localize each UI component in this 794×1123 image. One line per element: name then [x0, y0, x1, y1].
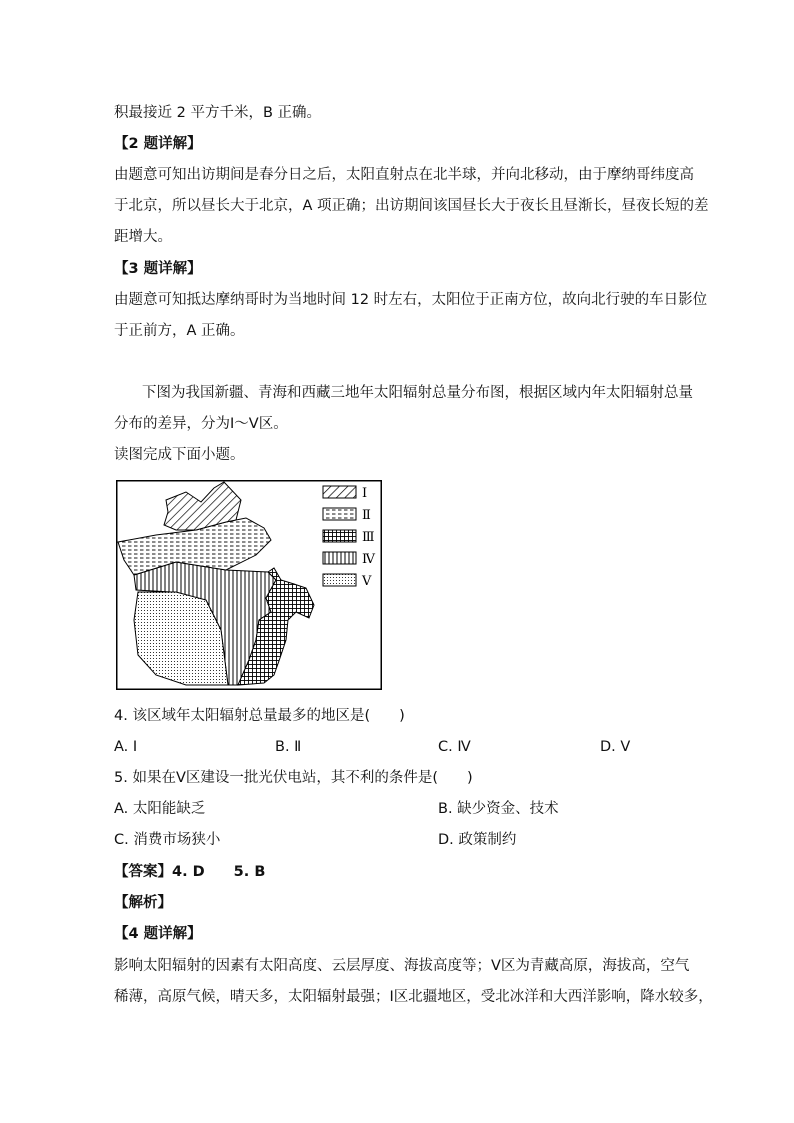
- analysis-heading: 【解析】: [114, 895, 172, 911]
- q5-option-c[interactable]: C. 消费市场狭小: [114, 832, 221, 848]
- text-line: 积最接近 2 平方千米，B 正确。: [114, 105, 321, 121]
- intro-line: 分布的差异，分为Ⅰ～Ⅴ区。: [114, 416, 288, 432]
- q5-option-b[interactable]: B. 缺少资金、技术: [438, 801, 559, 817]
- q4-option-a[interactable]: A. Ⅰ: [114, 739, 138, 755]
- legend-label: Ⅳ: [362, 552, 375, 567]
- text-line: 距增大。: [114, 229, 172, 245]
- text-line: 于正前方，A 正确。: [114, 323, 245, 339]
- text-line: 稀薄，高原气候，晴天多，太阳辐射最强；Ⅰ区北疆地区，受北冰洋和大西洋影响，降水较多，: [114, 989, 713, 1005]
- section-heading: 【2 题详解】: [114, 136, 202, 152]
- question-4-stem: 4. 该区域年太阳辐射总量最多的地区是( ): [114, 708, 405, 724]
- q4-option-c[interactable]: C. Ⅳ: [438, 739, 471, 755]
- legend-label: Ⅲ: [362, 530, 375, 545]
- section-heading: 【3 题详解】: [114, 261, 202, 277]
- text-line: 影响太阳辐射的因素有太阳高度、云层厚度、海拔高度等；Ⅴ区为青藏高原，海拔高，空气: [114, 958, 690, 974]
- intro-line: 读图完成下面小题。: [114, 447, 245, 463]
- q5-option-a[interactable]: A. 太阳能缺乏: [114, 801, 206, 817]
- text-line: 由题意可知出访期间是春分日之后，太阳直射点在北半球，并向北移动，由于摩纳哥纬度高: [114, 167, 694, 183]
- q5-option-d[interactable]: D. 政策制约: [438, 832, 517, 848]
- intro-line: 下图为我国新疆、青海和西藏三地年太阳辐射总量分布图，根据区域内年太阳辐射总量: [142, 385, 693, 401]
- question-5-stem: 5. 如果在Ⅴ区建设一批光伏电站，其不利的条件是( ): [114, 770, 473, 786]
- text-line: 于北京，所以昼长大于北京，A 项正确；出访期间该国昼长大于夜长且昼渐长，昼夜长短的差: [114, 198, 709, 214]
- solar-radiation-map: [116, 480, 382, 690]
- text-line: 由题意可知抵达摩纳哥时为当地时间 12 时左右，太阳位于正南方位，故向北行驶的车日影位: [114, 292, 708, 308]
- legend-label: Ⅱ: [362, 508, 371, 523]
- q4-option-b[interactable]: B. Ⅱ: [275, 739, 302, 755]
- legend-label: Ⅴ: [362, 574, 372, 589]
- q4-option-d[interactable]: D. Ⅴ: [600, 739, 631, 755]
- legend-label: Ⅰ: [362, 486, 368, 501]
- answer-line: 【答案】4. D 5. B: [114, 864, 266, 880]
- q4-detail-heading: 【4 题详解】: [114, 926, 202, 942]
